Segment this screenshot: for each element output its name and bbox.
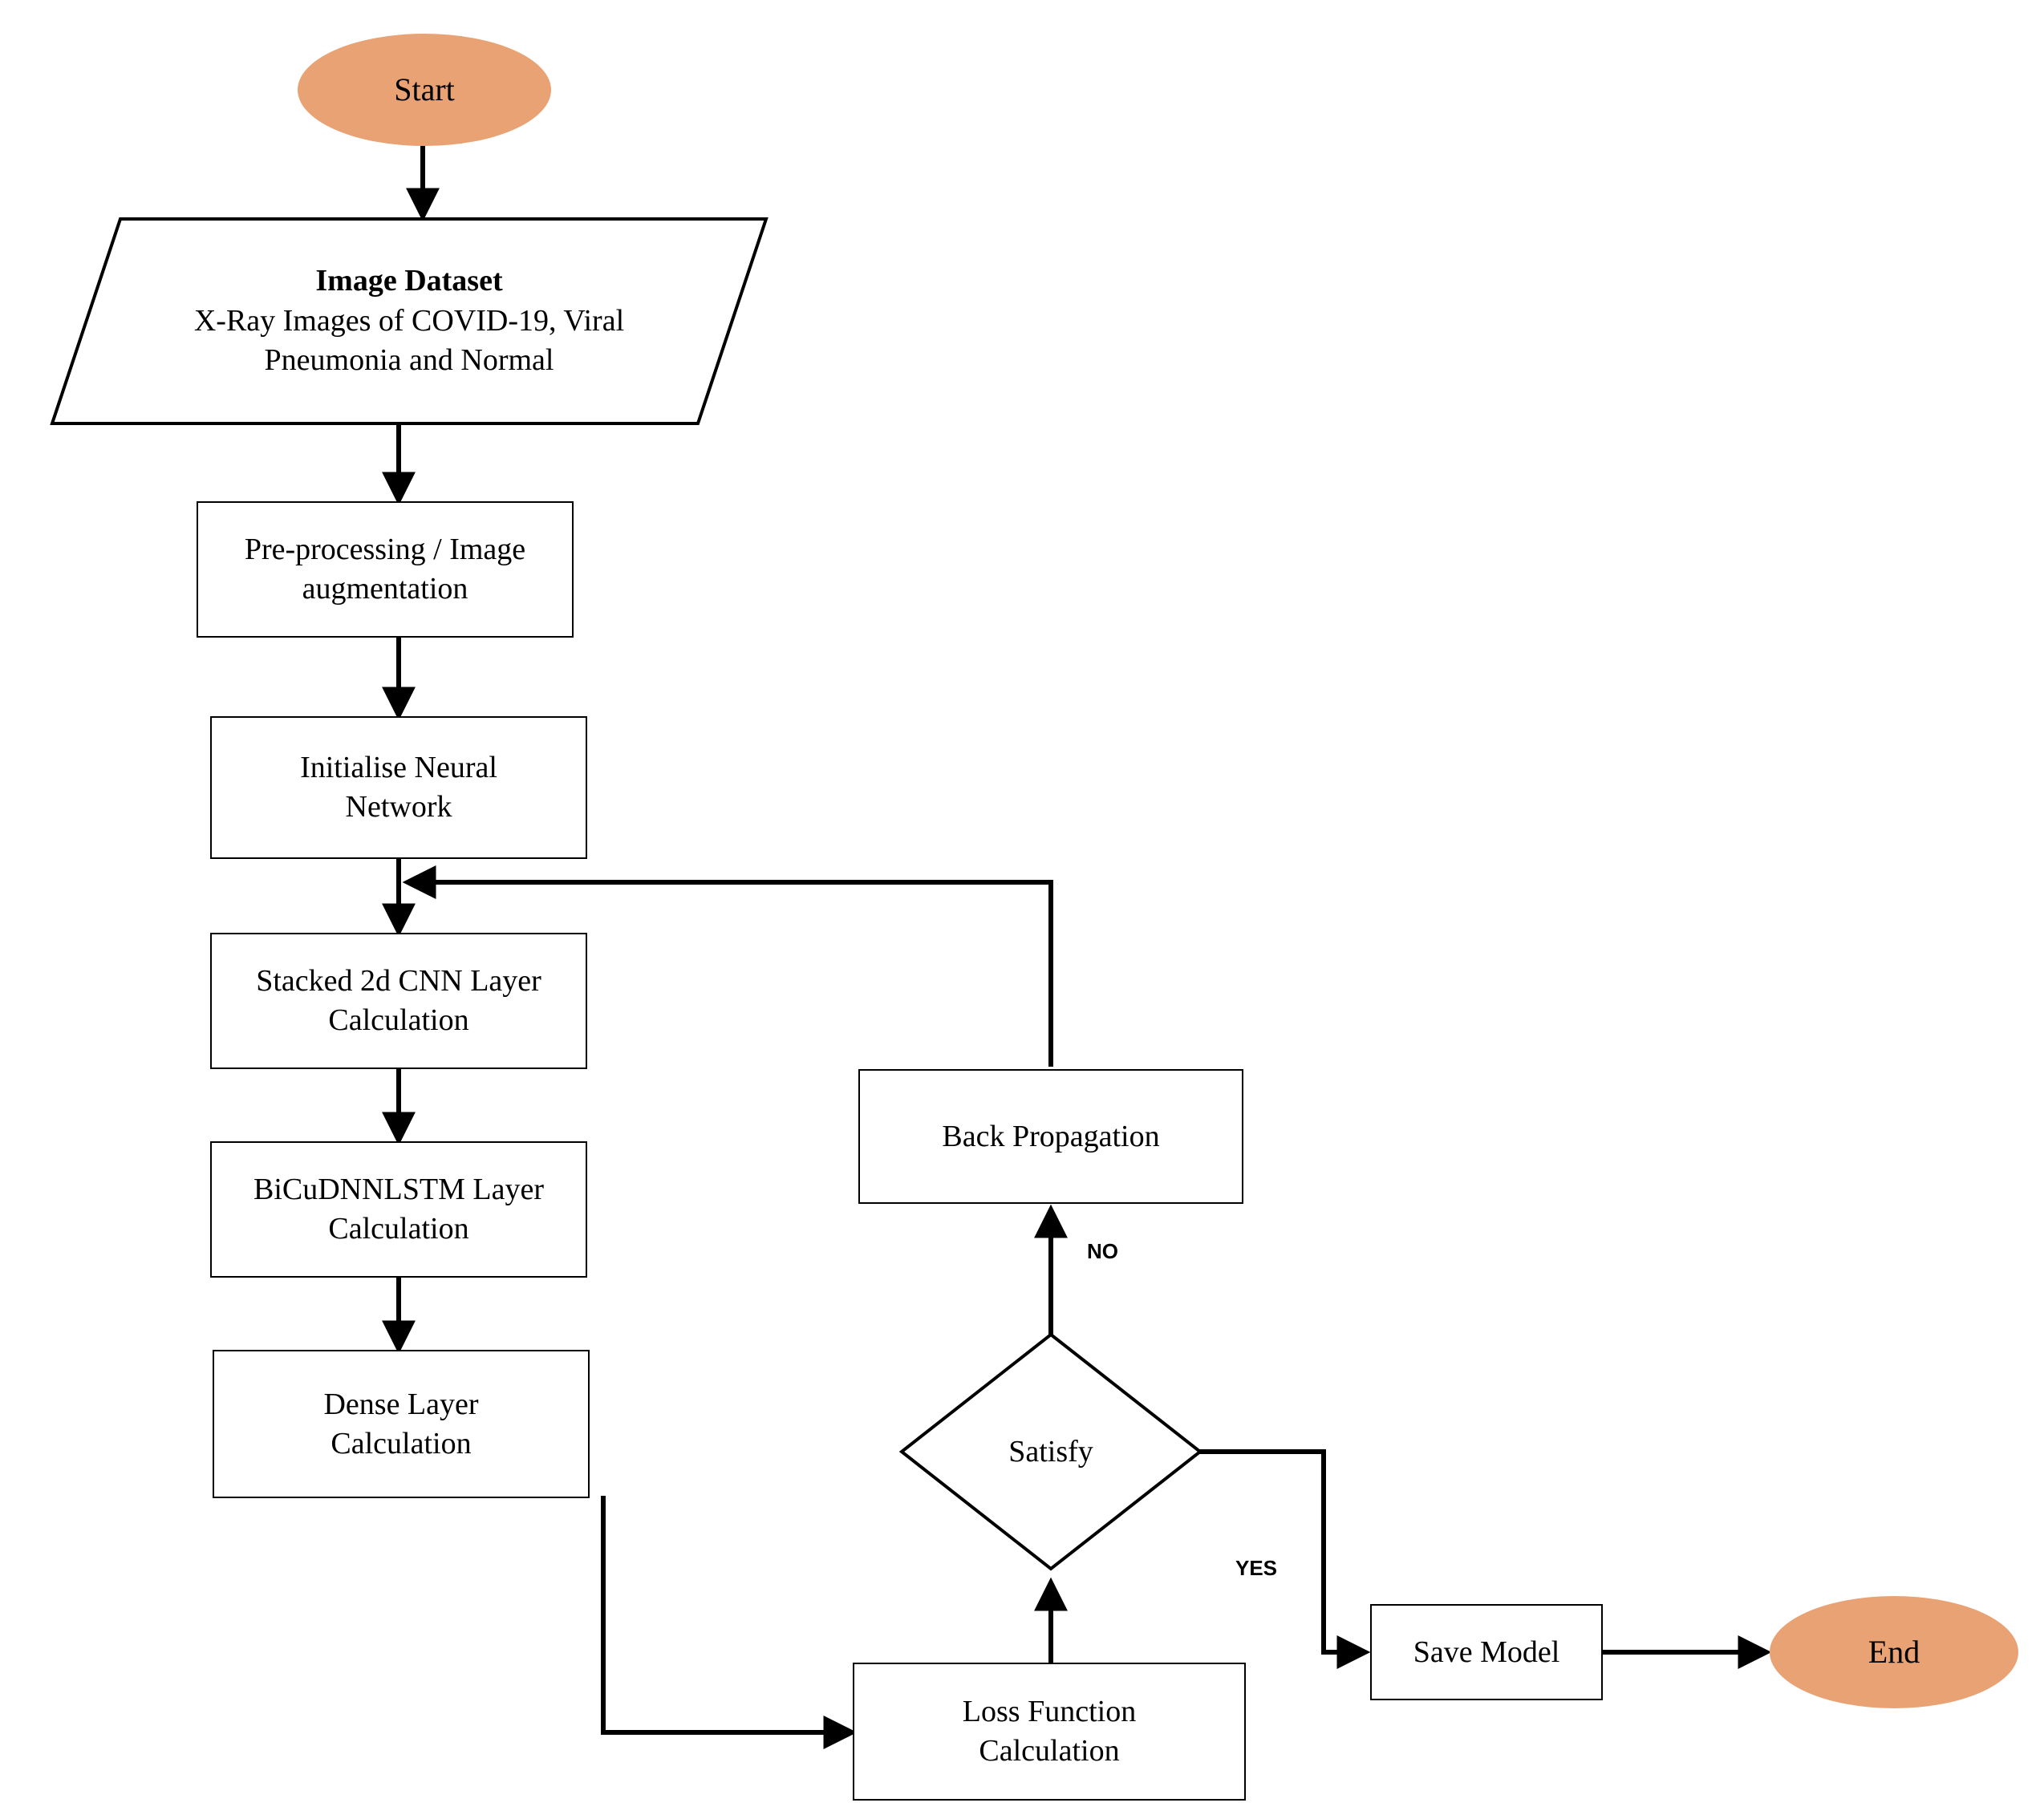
node-back-propagation[interactable] — [858, 1069, 1243, 1204]
node-satisfy-label: Satisfy — [1008, 1435, 1093, 1469]
node-cnn-layer[interactable] — [210, 933, 587, 1069]
node-loss-function-line1: Loss Function — [962, 1695, 1137, 1729]
node-image-dataset-title: Image Dataset — [315, 264, 503, 298]
node-cnn-layer-line1: Stacked 2d CNN Layer — [256, 964, 541, 999]
node-dense-layer-line1: Dense Layer — [323, 1387, 479, 1421]
node-preprocessing[interactable] — [197, 501, 574, 638]
edge-label-yes: YES — [1235, 1556, 1278, 1580]
node-lstm-layer-line1: BiCuDNNLSTM Layer — [253, 1173, 545, 1207]
node-end-label: End — [1868, 1634, 1920, 1671]
node-image-dataset-line1: X-Ray Images of COVID-19, Viral — [193, 303, 625, 338]
node-start[interactable] — [298, 34, 551, 146]
node-cnn-layer-line2: Calculation — [328, 1003, 469, 1037]
node-initialise-network[interactable] — [210, 716, 587, 859]
node-start-label: Start — [394, 71, 455, 108]
node-lstm-layer-line2: Calculation — [328, 1212, 469, 1246]
node-dense-layer-line2: Calculation — [331, 1426, 472, 1460]
node-back-propagation-label: Back Propagation — [942, 1119, 1160, 1153]
node-dense-layer[interactable] — [213, 1350, 590, 1498]
node-lstm-layer[interactable] — [210, 1141, 587, 1278]
node-initialise-network-line2: Network — [345, 790, 452, 824]
node-image-dataset-line2: Pneumonia and Normal — [264, 343, 554, 378]
node-save-model[interactable] — [1370, 1604, 1603, 1700]
node-initialise-network-line1: Initialise Neural — [300, 751, 497, 785]
node-end[interactable] — [1770, 1596, 2018, 1708]
node-satisfy-decision[interactable] — [898, 1331, 1203, 1572]
node-preprocessing-line1: Pre-processing / Image — [244, 533, 526, 567]
node-save-model-label: Save Model — [1413, 1635, 1560, 1669]
node-loss-function-line2: Calculation — [979, 1734, 1120, 1768]
edge-label-no: NO — [1087, 1239, 1118, 1263]
node-image-dataset[interactable] — [48, 215, 770, 427]
node-loss-function[interactable] — [853, 1663, 1246, 1801]
node-preprocessing-line2: augmentation — [302, 572, 468, 606]
